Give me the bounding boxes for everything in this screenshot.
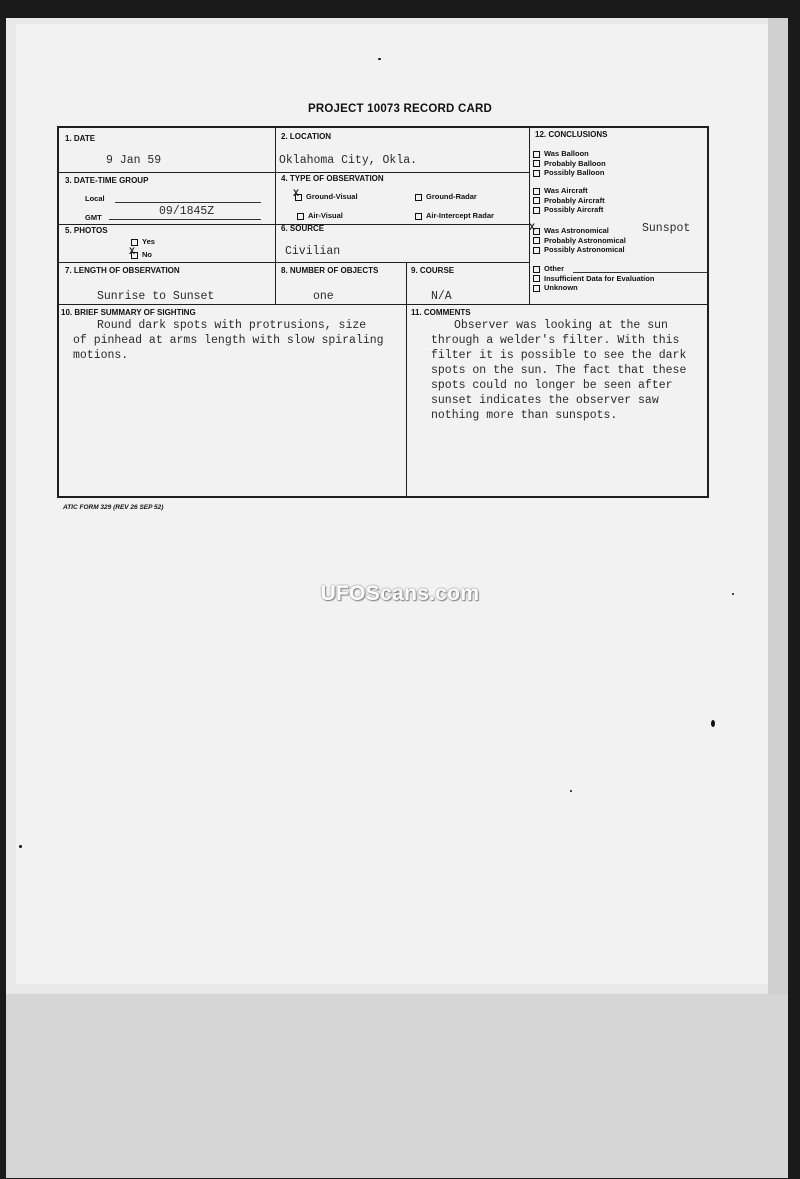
source-label: 6. SOURCE (281, 224, 325, 233)
location-label: 2. LOCATION (281, 132, 332, 141)
scan-speck (711, 720, 715, 727)
dtg-gmt-value: 09/1845Z (159, 205, 215, 218)
type-ground-radar[interactable]: Ground-Radar (415, 192, 477, 201)
conclusions-label: 12. CONCLUSIONS (535, 130, 608, 139)
type-label: 4. TYPE OF OBSERVATION (281, 174, 384, 183)
was-aircraft-checkbox[interactable] (533, 188, 540, 195)
conc-was-astronomical[interactable]: Was Astronomical (533, 226, 626, 236)
comments-line: nothing more than sunspots. (431, 409, 618, 422)
air-visual-checkbox[interactable] (297, 213, 304, 220)
conc-probably-aircraft[interactable]: Probably Aircraft (533, 196, 605, 206)
type-air-visual[interactable]: Air-Visual (297, 211, 343, 220)
location-value: Oklahoma City, Okla. (279, 154, 418, 167)
comments-line: sunset indicates the observer saw (431, 394, 659, 407)
comments-line: spots on the sun. The fact that these (431, 364, 687, 377)
source-value: Civilian (285, 245, 341, 258)
photos-yes[interactable]: Yes (131, 237, 155, 246)
conc-possibly-astronomical[interactable]: Possibly Astronomical (533, 245, 626, 255)
form-number: ATIC FORM 329 (REV 26 SEP 52) (63, 504, 164, 511)
course-label: 9. COURSE (411, 266, 455, 275)
photos-yes-checkbox[interactable] (131, 239, 138, 246)
date-label: 1. DATE (65, 134, 96, 143)
ground-radar-checkbox[interactable] (415, 194, 422, 201)
conc-was-aircraft[interactable]: Was Aircraft (533, 186, 605, 196)
comments-label: 11. COMMENTS (411, 308, 471, 317)
page-edge (768, 18, 788, 994)
ground-visual-mark: X (293, 189, 300, 200)
insufficient-checkbox[interactable] (533, 275, 540, 282)
astronomical-mark: X (529, 223, 536, 234)
length-value: Sunrise to Sunset (97, 290, 215, 303)
lower-page-area (6, 994, 788, 1178)
watermark: UFOScans.com (320, 582, 480, 605)
conc-possibly-balloon[interactable]: Possibly Balloon (533, 168, 606, 178)
scan-speck (732, 593, 734, 595)
summary-line: Round dark spots with protrusions, size (97, 319, 367, 332)
unknown-checkbox[interactable] (533, 285, 540, 292)
conc-was-balloon[interactable]: Was Balloon (533, 149, 606, 159)
photos-no[interactable]: No (131, 250, 152, 259)
conc-other[interactable]: Other (533, 264, 654, 274)
astronomical-note: Sunspot (642, 222, 691, 235)
conclusion-astronomical-group (533, 226, 626, 255)
other-checkbox[interactable] (533, 266, 540, 273)
length-label: 7. LENGTH OF OBSERVATION (65, 266, 180, 275)
scan-speck (19, 845, 22, 848)
scan-speck (378, 58, 381, 60)
type-ground-visual[interactable]: Ground-Visual (295, 192, 358, 201)
comments-line: spots could no longer be seen after (431, 379, 673, 392)
conc-probably-balloon[interactable]: Probably Balloon (533, 159, 606, 169)
air-intercept-checkbox[interactable] (415, 213, 422, 220)
course-value: N/A (431, 290, 452, 303)
conc-possibly-aircraft[interactable]: Possibly Aircraft (533, 205, 605, 215)
scan-speck (570, 790, 572, 792)
dtg-label: 3. DATE-TIME GROUP (65, 176, 149, 185)
comments-line: filter it is possible to see the dark (431, 349, 687, 362)
type-air-intercept[interactable]: Air-Intercept Radar (415, 211, 494, 220)
objects-label: 8. NUMBER OF OBJECTS (281, 266, 379, 275)
conclusion-other-group (533, 264, 654, 293)
possibly-astronomical-checkbox[interactable] (533, 247, 540, 254)
summary-label: 10. BRIEF SUMMARY OF SIGHTING (61, 308, 196, 317)
probably-aircraft-checkbox[interactable] (533, 197, 540, 204)
photos-no-mark: X (129, 247, 136, 258)
conc-insufficient[interactable]: Insufficient Data for Evaluation (533, 274, 654, 284)
objects-value: one (313, 290, 334, 303)
conclusion-balloon-group (533, 149, 606, 178)
summary-line: motions. (73, 349, 129, 362)
photos-label: 5. PHOTOS (65, 226, 108, 235)
conc-probably-astronomical[interactable]: Probably Astronomical (533, 236, 626, 246)
dtg-gmt-label: GMT (85, 213, 102, 222)
summary-line: of pinhead at arms length with slow spiraling (73, 334, 384, 347)
was-balloon-checkbox[interactable] (533, 151, 540, 158)
possibly-balloon-checkbox[interactable] (533, 170, 540, 177)
comments-line: through a welder's filter. With this (431, 334, 680, 347)
probably-astronomical-checkbox[interactable] (533, 237, 540, 244)
probably-balloon-checkbox[interactable] (533, 160, 540, 167)
was-astronomical-checkbox[interactable] (533, 228, 540, 235)
possibly-aircraft-checkbox[interactable] (533, 207, 540, 214)
card-title: PROJECT 10073 RECORD CARD (308, 103, 492, 115)
record-card (57, 126, 709, 498)
date-value: 9 Jan 59 (106, 154, 162, 167)
dtg-local-label: Local (85, 194, 105, 203)
conc-unknown[interactable]: Unknown (533, 283, 654, 293)
comments-line: Observer was looking at the sun (454, 319, 668, 332)
conclusion-aircraft-group (533, 186, 605, 215)
